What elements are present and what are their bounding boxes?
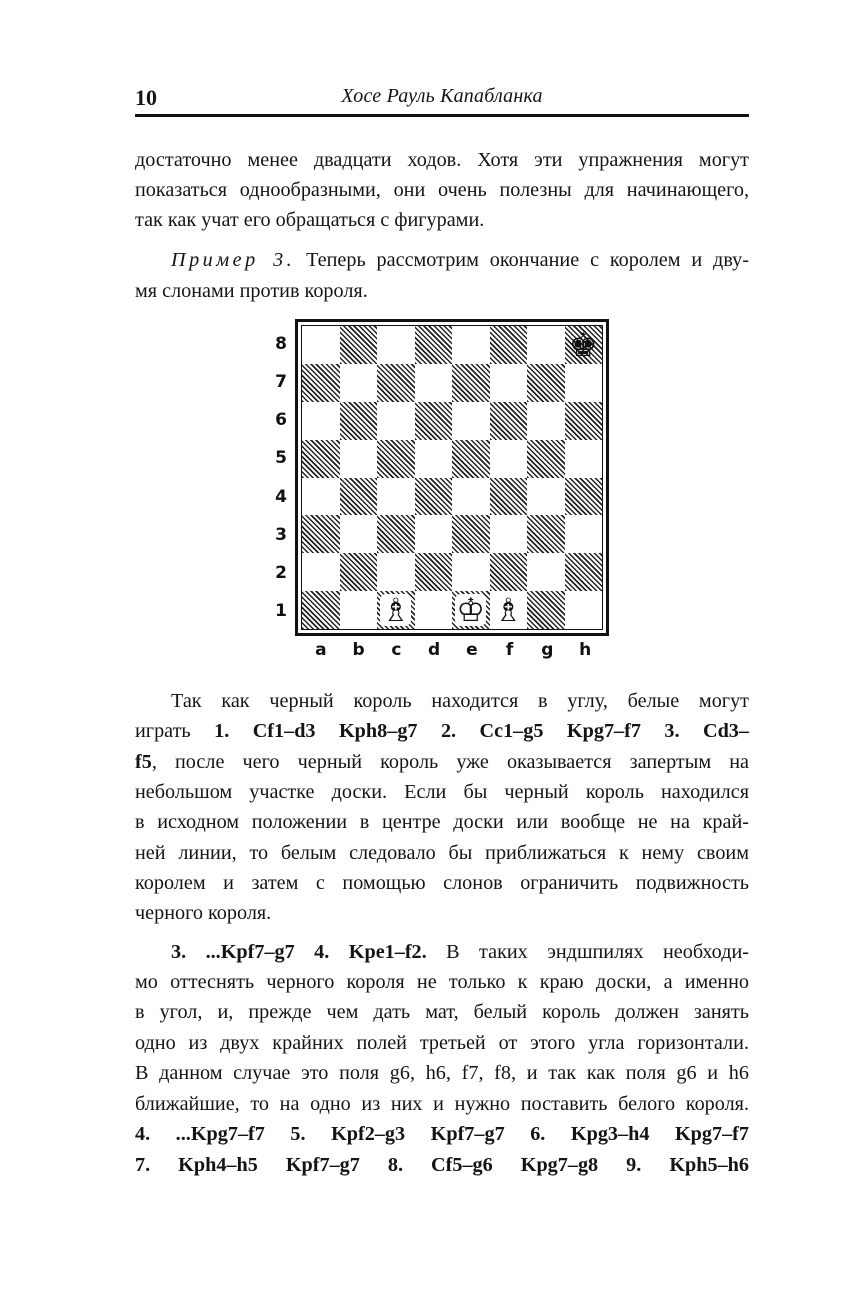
- square-g6: [527, 402, 565, 440]
- square-c2: [377, 553, 415, 591]
- square-a4: [302, 478, 340, 516]
- text-line: Так как черный король находится в углу, белые могут: [171, 690, 749, 712]
- intro-line: достаточно менее двадцати ходов. Хотя эти упражнения могут: [135, 149, 749, 171]
- text-line: [135, 716, 749, 747]
- file-label: e: [466, 640, 478, 660]
- example-label: Пример 3.: [171, 249, 296, 271]
- text-line: в исходном положении в центре доски или вообще не на край-: [135, 811, 749, 833]
- square-g8: [527, 326, 565, 364]
- square-b5: [340, 440, 378, 478]
- rank-label: 2: [275, 562, 287, 583]
- square-h4: [565, 478, 603, 516]
- square-e3: [452, 515, 490, 553]
- move-notation-line: 4. ...Kpg7–f7 5. Kpf2–g3 Kpf7–g7 6. Kpg3–h4 Kpg7–f7: [135, 1123, 749, 1145]
- square-d8: [415, 326, 453, 364]
- square-f4: [490, 478, 528, 516]
- white-king-icon: ♔: [456, 591, 486, 630]
- example-line: мя слонами против короля.: [135, 280, 368, 302]
- square-c5: [377, 440, 415, 478]
- square-h7: [565, 364, 603, 402]
- square-a2: [302, 553, 340, 591]
- square-b6: [340, 402, 378, 440]
- move-notation: 3. ...Kpf7–g7 4. Kpe1–f2.: [171, 941, 427, 963]
- move-notation: f5: [135, 751, 152, 773]
- square-a6: [302, 402, 340, 440]
- text-fragment: В таких эндшпилях необходи-: [426, 941, 749, 963]
- square-b3: [340, 515, 378, 553]
- square-e7: [452, 364, 490, 402]
- rank-label: 8: [275, 334, 287, 355]
- running-title: Хосе Рауль Капабланка: [341, 85, 543, 107]
- square-g5: [527, 440, 565, 478]
- square-e1: [452, 591, 490, 629]
- square-f1: [490, 591, 528, 629]
- square-e8: [452, 326, 490, 364]
- square-d5: [415, 440, 453, 478]
- board-frame: [295, 319, 609, 636]
- square-g2: [527, 553, 565, 591]
- square-c1: [377, 591, 415, 629]
- file-label: b: [352, 640, 365, 660]
- page-number: 10: [135, 85, 157, 110]
- rank-label: 7: [275, 372, 287, 393]
- rank-label: 4: [275, 486, 287, 507]
- text-fragment: , после чего черный король уже оказывается запертым на: [151, 751, 749, 773]
- square-e4: [452, 478, 490, 516]
- example-line: [135, 245, 749, 276]
- square-a8: [302, 326, 340, 364]
- file-label: a: [315, 640, 327, 660]
- intro-line: показаться однообразными, они очень полезны для начинающего,: [135, 179, 749, 201]
- square-d6: [415, 402, 453, 440]
- square-b7: [340, 364, 378, 402]
- square-f7: [490, 364, 528, 402]
- text-line: В данном случае это поля g6, h6, f7, f8, и так как поля g6 и h6: [135, 1062, 749, 1084]
- square-f2: [490, 553, 528, 591]
- file-label: g: [541, 640, 554, 660]
- square-f3: [490, 515, 528, 553]
- move-notation-line: 7. Kph4–h5 Kpf7–g7 8. Cf5–g6 Kpg7–g8 9. Kph5–h6: [135, 1154, 749, 1176]
- square-h3: [565, 515, 603, 553]
- square-c3: [377, 515, 415, 553]
- square-c6: [377, 402, 415, 440]
- square-h8: [565, 326, 603, 364]
- text-line: [135, 937, 749, 968]
- chess-board: [301, 325, 603, 630]
- square-f8: [490, 326, 528, 364]
- square-a3: [302, 515, 340, 553]
- square-e5: [452, 440, 490, 478]
- white-bishop-icon: ♗: [493, 591, 523, 630]
- rank-label: 6: [275, 410, 287, 431]
- text-fragment: играть: [135, 720, 215, 742]
- black-king-icon: ♚: [568, 325, 598, 364]
- square-h1: [565, 591, 603, 629]
- text-line: [135, 747, 749, 778]
- square-f5: [490, 440, 528, 478]
- square-d1: [415, 591, 453, 629]
- square-h2: [565, 553, 603, 591]
- file-label: c: [391, 640, 402, 660]
- text-line: мо оттеснять черного короля не только к краю доски, а именно: [135, 971, 749, 993]
- file-label: d: [428, 640, 441, 660]
- square-f6: [490, 402, 528, 440]
- square-g1: [527, 591, 565, 629]
- text-line: небольшом участке доски. Если бы черный король находился: [135, 781, 749, 803]
- rank-label: 1: [275, 600, 287, 621]
- move-notation: 1. Cf1–d3 Kph8–g7 2. Cc1–g5 Kpg7–f7 3. Cd3–: [214, 720, 749, 742]
- text-line: одно из двух крайних полей третьей от этого угла горизонтали.: [135, 1032, 749, 1054]
- running-header: [135, 82, 749, 117]
- file-label: f: [505, 640, 514, 660]
- text-line: ней линии, то белым следовало бы приближаться к нему своим: [135, 842, 749, 864]
- square-e2: [452, 553, 490, 591]
- square-c4: [377, 478, 415, 516]
- square-a5: [302, 440, 340, 478]
- rank-label: 3: [275, 524, 287, 545]
- square-b2: [340, 553, 378, 591]
- text-line: в угол, и, прежде чем дать мат, белый король должен занять: [135, 1001, 749, 1023]
- file-label: h: [579, 640, 592, 660]
- square-b1: [340, 591, 378, 629]
- square-b4: [340, 478, 378, 516]
- square-a1: [302, 591, 340, 629]
- square-h6: [565, 402, 603, 440]
- white-bishop-icon: ♗: [381, 591, 411, 630]
- square-h5: [565, 440, 603, 478]
- square-b8: [340, 326, 378, 364]
- text-line: черного короля.: [135, 902, 272, 924]
- square-d4: [415, 478, 453, 516]
- square-d3: [415, 515, 453, 553]
- square-a7: [302, 364, 340, 402]
- square-e6: [452, 402, 490, 440]
- square-d7: [415, 364, 453, 402]
- intro-line: так как учат его обращаться с фигурами.: [135, 209, 485, 231]
- square-g3: [527, 515, 565, 553]
- square-c8: [377, 326, 415, 364]
- text-line: королем и затем с помощью слонов ограничить подвижность: [135, 872, 749, 894]
- square-g4: [527, 478, 565, 516]
- rank-label: 5: [275, 448, 287, 469]
- square-d2: [415, 553, 453, 591]
- square-g7: [527, 364, 565, 402]
- example-text: Теперь рассмотрим окончание с королем и дву-: [306, 249, 749, 271]
- text-line: ближайшие, то на одно из них и нужно поставить белого короля.: [135, 1093, 749, 1115]
- square-c7: [377, 364, 415, 402]
